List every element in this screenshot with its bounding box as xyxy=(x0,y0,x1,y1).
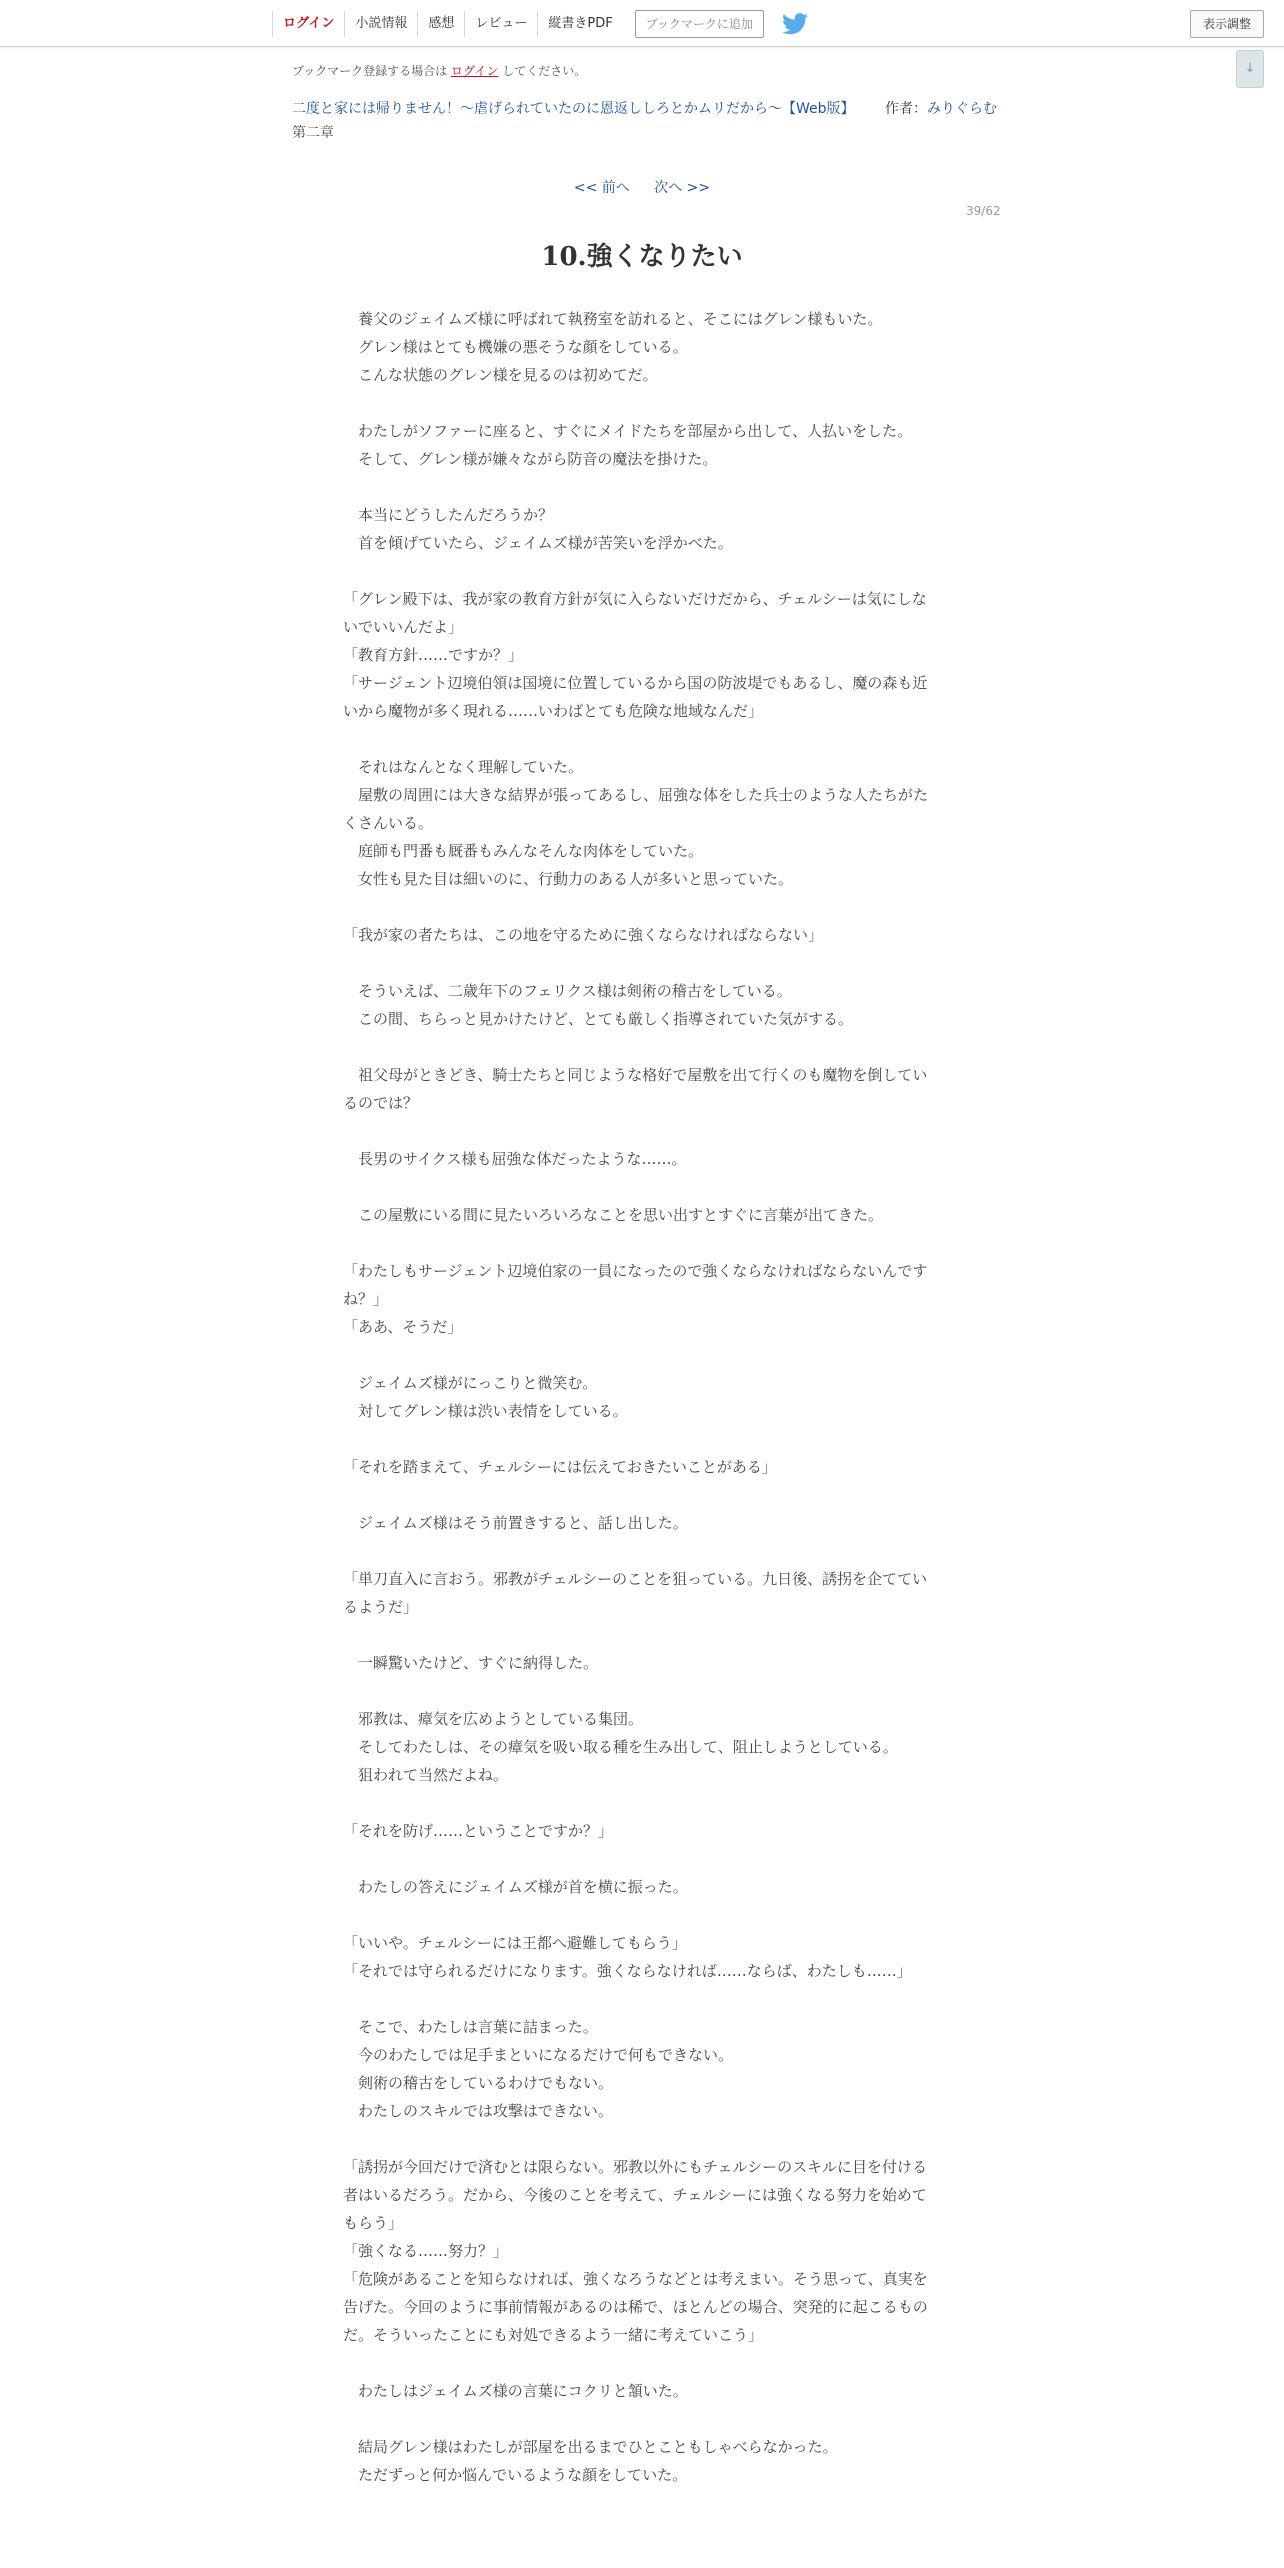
nav-impressions[interactable]: 感想 xyxy=(417,11,464,37)
blank-line xyxy=(343,1481,940,1509)
blank-line xyxy=(343,389,940,417)
body-line: 祖父母がときどき、騎士たちと同じような格好で屋敷を出て行くのも魔物を倒しているのでは？ xyxy=(343,1066,928,1112)
blank-line xyxy=(343,1537,940,1565)
body-line: 養父のジェイムズ様に呼ばれて執務室を訪れると、そこにはグレン様もいた。 xyxy=(343,310,883,328)
blank-line xyxy=(343,1425,940,1453)
episode-title: 10.強くなりたい xyxy=(541,242,743,272)
header-nav xyxy=(272,10,808,38)
series-info xyxy=(292,98,997,118)
body-line: 「誘拐が今回だけで済むとは限らない。邪教以外にもチェルシーのスキルに目を付ける者はいるだろう。だから、今後のことを考えて、チェルシーには強くなる努力を始めてもらう」 xyxy=(343,2158,928,2232)
body-line: 本当にどうしたんだろうか？ xyxy=(343,506,554,524)
next-link[interactable]: 次へ >> xyxy=(654,180,711,196)
add-bookmark-button[interactable]: ブックマークに追加 xyxy=(635,10,764,38)
body-line: グレン様はとても機嫌の悪そうな顔をしている。 xyxy=(343,338,688,356)
body-line: そして、グレン様が嫌々ながら防音の魔法を掛けた。 xyxy=(343,450,718,468)
body-line: 「それでは守られるだけになります。強くならなければ……ならば、わたしも……」 xyxy=(343,1962,912,1980)
blank-line xyxy=(343,1173,940,1201)
novel-body xyxy=(343,305,940,2489)
blank-line xyxy=(343,1033,940,1061)
nav-review[interactable]: レビュー xyxy=(464,11,537,37)
nav-novel-info[interactable]: 小説情報 xyxy=(344,11,417,37)
body-line: ジェイムズ様がにっこりと微笑む。 xyxy=(343,1374,598,1392)
blank-line xyxy=(343,2125,940,2153)
episode-counter: 39/62 xyxy=(966,204,1001,218)
author-label: 作者： xyxy=(884,101,927,117)
body-line: 「それを踏まえて、チェルシーには伝えておきたいことがある」 xyxy=(343,1458,777,1476)
body-line: 「危険があることを知らなければ、強くなろうなどとは考えまい。そう思って、真実を告げた。今回のように事前情報があるのは稀で、ほとんどの場合、突発的に起こるものだ。そういったことにも対処できるよう一緒に考えていこう」 xyxy=(343,2270,928,2344)
display-settings-button[interactable]: 表示調整 xyxy=(1190,10,1264,38)
body-line: 「ああ、そうだ」 xyxy=(343,1318,463,1336)
blank-line xyxy=(343,2405,940,2433)
nav-vertical-pdf[interactable]: 縦書きPDF xyxy=(537,11,622,37)
scroll-down-button[interactable]: ↓ xyxy=(1236,50,1264,88)
blank-line xyxy=(343,949,940,977)
body-line: 剣術の稽古をしているわけでもない。 xyxy=(343,2074,614,2092)
body-line: そしてわたしは、その瘴気を吸い取る種を生み出して、阻止しようとしている。 xyxy=(343,1738,898,1756)
body-line: 「強くなる……努力？」 xyxy=(343,2242,509,2260)
blank-line xyxy=(343,2349,940,2377)
blank-line xyxy=(343,1789,940,1817)
body-line: わたしのスキルでは攻撃はできない。 xyxy=(343,2102,613,2120)
blank-line xyxy=(343,1677,940,1705)
blank-line xyxy=(343,1985,940,2013)
body-line: 結局グレン様はわたしが部屋を出るまでひとこともしゃべらなかった。 xyxy=(343,2438,838,2456)
bookmark-note-text: ブックマーク登録する場合は xyxy=(292,64,448,78)
blank-line xyxy=(343,1117,940,1145)
body-line: 「いいや。チェルシーには王都へ避難してもらう」 xyxy=(343,1934,687,1952)
body-line: 女性も見た目は細いのに、行動力のある人が多いと思っていた。 xyxy=(343,870,794,888)
body-line: わたしの答えにジェイムズ様が首を横に振った。 xyxy=(343,1878,688,1896)
body-line: 長男のサイクス様も屈強な体だったような……。 xyxy=(343,1150,687,1168)
body-line: こんな状態のグレン様を見るのは初めてだ。 xyxy=(343,366,658,384)
body-line: わたしはジェイムズ様の言葉にコクリと頷いた。 xyxy=(343,2382,688,2400)
body-line: そこで、わたしは言葉に詰まった。 xyxy=(343,2018,598,2036)
body-line: 今のわたしでは足手まといになるだけで何もできない。 xyxy=(343,2046,734,2064)
nav-login[interactable]: ログイン xyxy=(272,11,344,37)
blank-line xyxy=(343,557,940,585)
blank-line xyxy=(343,1621,940,1649)
episode-pager xyxy=(0,177,1284,197)
body-line: 屋敷の周囲には大きな結界が張ってあるし、屈強な体をした兵士のような人たちがたくさんいる。 xyxy=(343,786,929,832)
body-line: 「我が家の者たちは、この地を守るために強くならなければならない」 xyxy=(343,926,824,944)
body-line: この間、ちらっと見かけたけど、とても厳しく指導されていた気がする。 xyxy=(343,1010,854,1028)
author-link[interactable]: みりぐらむ xyxy=(926,101,997,117)
body-line: それはなんとなく理解していた。 xyxy=(343,758,584,776)
body-line: 邪教は、瘴気を広めようとしている集団。 xyxy=(343,1710,644,1728)
blank-line xyxy=(343,893,940,921)
body-line: 「グレン殿下は、我が家の教育方針が気に入らないだけだから、チェルシーは気にしないでいいんだよ」 xyxy=(343,590,927,636)
body-line: わたしがソファーに座ると、すぐにメイドたちを部屋から出して、人払いをした。 xyxy=(343,422,913,440)
bookmark-login-note xyxy=(292,62,586,79)
blank-line xyxy=(343,473,940,501)
body-line: ただずっと何か悩んでいるような顔をしていた。 xyxy=(343,2466,688,2484)
body-line: 「単刀直入に言おう。邪教がチェルシーのことを狙っている。九日後、誘拐を企てているようだ」 xyxy=(343,1570,928,1616)
body-line: 首を傾げていたら、ジェイムズ様が苦笑いを浮かべた。 xyxy=(343,534,733,552)
chapter-title: 第二章 xyxy=(292,125,334,141)
body-line: ジェイムズ様はそう前置きすると、話し出した。 xyxy=(343,1514,688,1532)
body-line: 「それを防げ……ということですか？」 xyxy=(343,1822,614,1840)
body-line: 「サージェント辺境伯領は国境に位置しているから国の防波堤でもあるし、魔の森も近いから魔物が多く現れる……いわばとても危険な地域なんだ」 xyxy=(343,674,928,720)
blank-line xyxy=(343,1229,940,1257)
blank-line xyxy=(343,1845,940,1873)
blank-line xyxy=(343,1341,940,1369)
bookmark-login-link[interactable]: ログイン xyxy=(451,64,499,78)
prev-link[interactable]: << 前へ xyxy=(573,180,630,196)
body-line: 庭師も門番も厩番もみんなそんな肉体をしていた。 xyxy=(343,842,704,860)
body-line: この屋敷にいる間に見たいろいろなことを思い出すとすぐに言葉が出てきた。 xyxy=(343,1206,884,1224)
site-header xyxy=(0,0,1284,47)
body-line: 「わたしもサージェント辺境伯家の一員になったので強くならなければならないんですね？」 xyxy=(343,1262,928,1308)
body-line: 対してグレン様は渋い表情をしている。 xyxy=(343,1402,628,1420)
bookmark-note-text-after: してください。 xyxy=(502,64,587,78)
blank-line xyxy=(343,1901,940,1929)
blank-line xyxy=(343,725,940,753)
body-line: 狙われて当然だよね。 xyxy=(343,1766,509,1784)
body-line: 「教育方針……ですか？」 xyxy=(343,646,524,664)
body-line: 一瞬驚いたけど、すぐに納得した。 xyxy=(343,1654,599,1672)
body-line: そういえば、二歳年下のフェリクス様は剣術の稽古をしている。 xyxy=(343,982,792,1000)
series-title-link[interactable]: 二度と家には帰りません！～虐げられていたのに恩返ししろとかムリだから～【Web版】 xyxy=(292,101,855,117)
twitter-icon[interactable] xyxy=(782,13,808,35)
